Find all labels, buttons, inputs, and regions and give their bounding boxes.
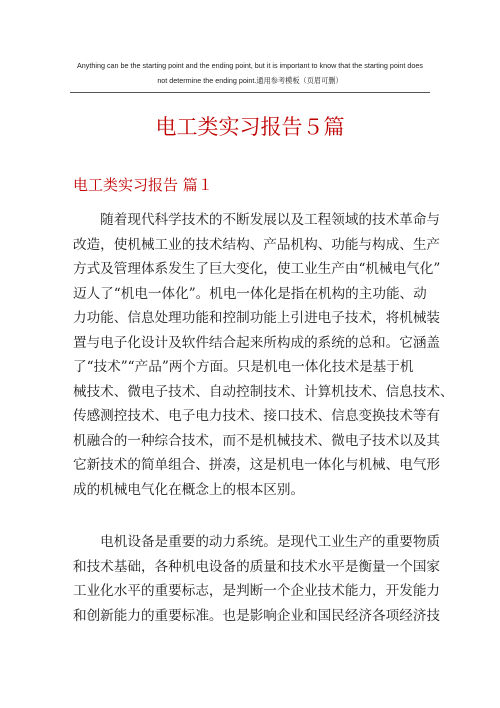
paragraph-line: 成的机械电气化在概念上的根本区别。	[73, 481, 305, 498]
header-line-2: not determine the ending point.通用参考模板（页眉可删）	[157, 76, 343, 85]
paragraph-line: 方式及管理体系发生了巨大变化，使工业生产由“机械电气化”	[73, 261, 441, 277]
paragraph-line: 传感测控技术、电子电力技术、接口技术、信息变换技术等有	[73, 408, 441, 424]
header-line-1: Anything can be the starting point and the ending point, but it is important to know that the starting point does	[76, 61, 424, 70]
paragraph-line: 机融合的一种综合技术，而不是机械技术、微电子技术以及其	[73, 432, 441, 449]
paragraph-line: 了“技术”“产品”两个方面。只是机电一体化技术是基于机	[73, 359, 414, 375]
paragraph-line: 电机设备是重要的动力系统。是现代工业生产的重要物质	[73, 534, 441, 550]
document-title: 电工类实习报告５篇	[155, 115, 345, 139]
header-divider	[70, 92, 430, 93]
paragraph-line: 改造，使机械工业的技术结构、产品机构、功能与构成、生产	[73, 236, 441, 253]
paragraph-line: 它新技术的简单组合、拼凑，这是机电一体化与机械、电气形	[73, 457, 441, 473]
section-heading: 电工类实习报告 篇１	[73, 176, 213, 194]
body-paragraph-1	[73, 208, 454, 502]
paragraph-line: 工业化水平的重要标志，是判断一个企业技术能力，开发能力	[73, 583, 441, 599]
paragraph-line: 和技术基础，各种机电设备的质量和技术水平是衡量一个国家	[73, 558, 441, 575]
paragraph-line: 和创新能力的重要标准。也是影响企业和国民经济各项经济技	[73, 607, 441, 624]
paragraph-line: 随着现代科学技术的不断发展以及工程领域的技术革命与	[73, 212, 441, 228]
paragraph-line: 力功能、信息处理功能和控制功能上引进电子技术，将机械装	[73, 310, 441, 326]
paragraph-line: 迈人了“机电一体化”。机电一体化是指在机构的主功能、动	[73, 285, 427, 302]
paragraph-line: 械技术、微电子技术、自动控制技术、计算机技术、信息技术、	[73, 383, 454, 400]
page-header	[70, 58, 430, 88]
body-paragraph-2	[73, 530, 441, 628]
paragraph-line: 置与电子化设计及软件结合起来所构成的系统的总和。它涵盖	[73, 334, 441, 351]
